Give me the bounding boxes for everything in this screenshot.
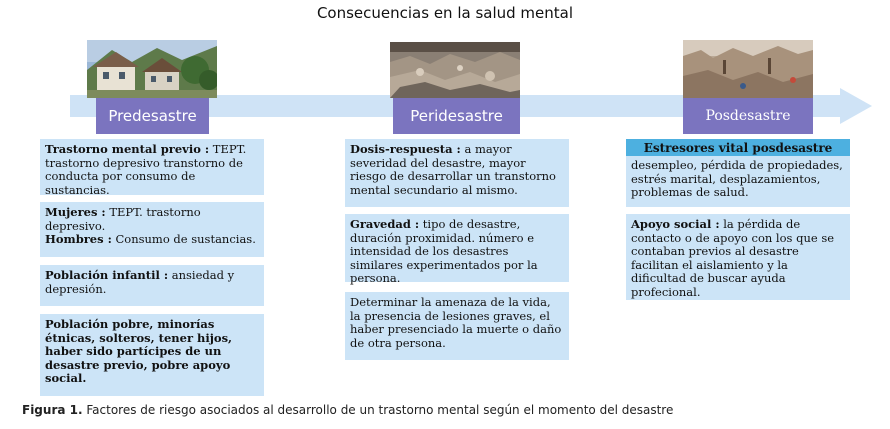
- peridisaster-photo: [390, 42, 520, 98]
- peri-box-dosis-respuesta: [345, 139, 569, 207]
- phase-predesastre: Predesastre: [96, 98, 209, 134]
- caption-text: Factores de riesgo asociados al desarrollo de un trastorno mental según el momento del desastre: [82, 403, 674, 417]
- post-box-apoyo-social: [626, 214, 850, 300]
- pre-box1-text: TEPT. trastorno depresivo transtorno de conducta por consumo de sustancias.: [45, 142, 247, 197]
- pre-box1-bold: Trastorno mental previo :: [45, 142, 210, 156]
- pre-box3-text: ansiedad y depresión.: [45, 268, 235, 296]
- peri-box1-bold: Dosis-respuesta :: [350, 142, 461, 156]
- diagram-title: Consecuencias en la salud mental: [316, 4, 574, 22]
- phase-peridesastre: Peridesastre: [393, 98, 520, 134]
- pre-box2-bold2: Hombres :: [45, 232, 112, 246]
- pre-box-poblacion-infantil: [40, 265, 264, 306]
- peri-box3-text: Determinar la amenaza de la vida, la presencia de lesiones graves, el haber presenciado la muerte o daño de otra persona.: [350, 295, 562, 350]
- pre-box2-text2: Consumo de sustancias.: [111, 232, 256, 246]
- peri-box2-text: tipo de desastre, duración proximidad. número e intensidad de los desastres similares experimentados por la persona.: [350, 217, 538, 285]
- pre-box-genero: [40, 202, 264, 257]
- pre-box2-bold1: Mujeres :: [45, 205, 106, 219]
- timeline-arrow-head: [840, 88, 872, 124]
- peri-box1-text: a mayor severidad del desastre, mayor riesgo de desarrollar un transtorno mental secundario al mismo.: [350, 142, 556, 197]
- pre-box2-text1: TEPT. trastorno depresivo.: [45, 205, 201, 233]
- peri-box-amenaza-vida: [345, 292, 569, 360]
- post-box2-bold: Apoyo social :: [631, 217, 720, 231]
- pre-box3-bold: Población infantil :: [45, 268, 169, 282]
- predisaster-photo: [87, 40, 217, 98]
- pre-box-trastorno-previo: [40, 139, 264, 195]
- peri-box2-bold: Gravedad :: [350, 217, 420, 231]
- pre-box4-bold: Población pobre, minorías étnicas, solteros, tener hijos, haber sido partícipes de un desastre previo, pobre apoyo social.: [45, 317, 233, 385]
- post-subheader-estresores: Estresores vital posdesastre: [626, 139, 850, 156]
- postdisaster-photo: [683, 40, 813, 98]
- phase-posdesastre: Posdesastre: [683, 98, 813, 134]
- pre-box-poblacion-pobre: [40, 314, 264, 396]
- peri-box-gravedad: [345, 214, 569, 285]
- post-box2-text: la pérdida de contacto o de apoyo con los que se contaban previos al desastre facilitan el aislamiento y la dificultad de buscar ayuda profecional.: [631, 217, 835, 299]
- caption-label: Figura 1.: [22, 403, 83, 417]
- figure-caption: [22, 403, 673, 417]
- post-box1-text: desempleo, pérdida de propiedades, estrés marital, desplazamientos, problemas de salud.: [631, 158, 843, 199]
